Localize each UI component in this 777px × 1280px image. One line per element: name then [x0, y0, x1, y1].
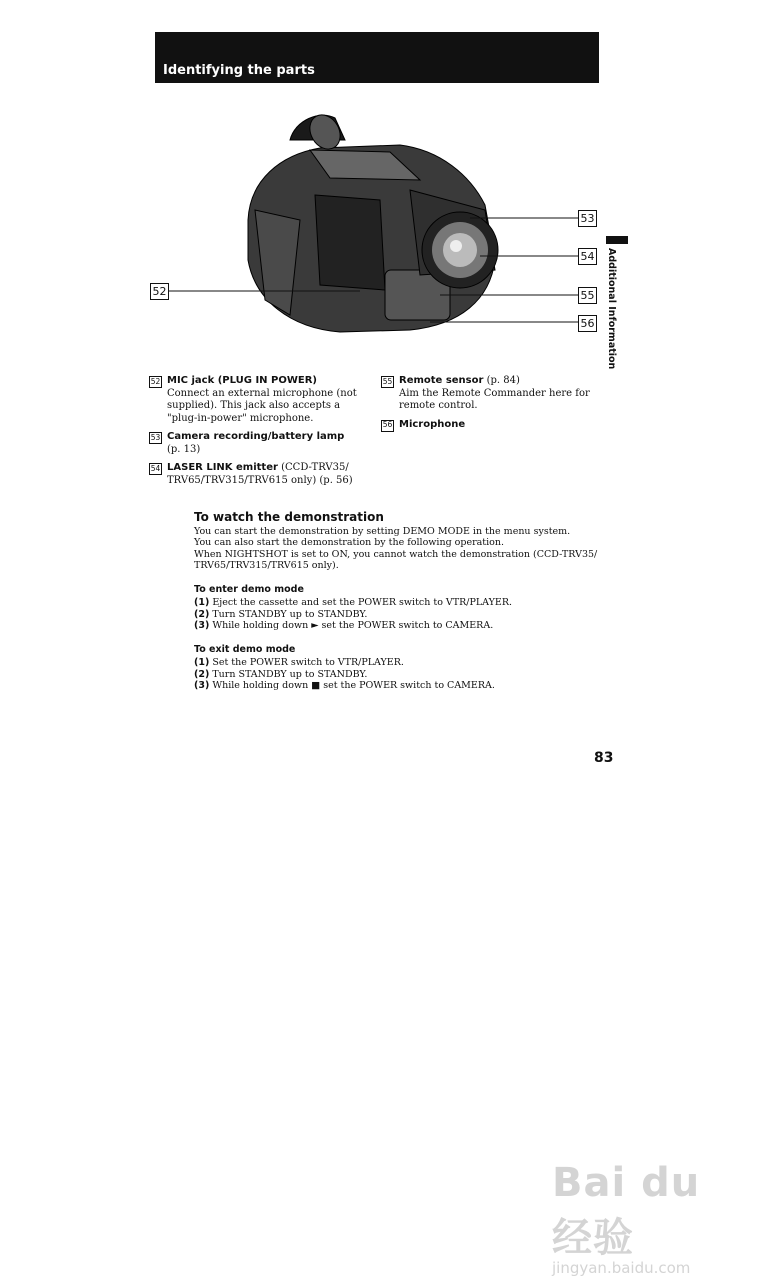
step-number: (2) — [194, 668, 210, 680]
watermark-logo: Bai du 经验 — [552, 1160, 701, 1261]
part-number: 54 — [149, 463, 162, 475]
part-description-detail: Aim the Remote Commander here for remote control. — [399, 387, 590, 411]
part-number: 55 — [381, 376, 394, 388]
baidu-watermark — [552, 1160, 732, 1277]
step-number: (3) — [194, 620, 210, 631]
step-text: Set the POWER switch to VTR/PLAYER. — [212, 657, 404, 668]
callout-55: 55 — [578, 287, 597, 304]
part-number: 52 — [149, 376, 162, 388]
part-description: (p. 84) — [486, 375, 520, 386]
exit-demo-heading: To exit demo mode — [194, 643, 296, 655]
part-entry — [381, 419, 596, 432]
enter-demo-heading: To enter demo mode — [194, 583, 304, 595]
part-term: Remote sensor — [399, 375, 484, 386]
step-number: (3) — [194, 680, 210, 691]
demo-intro-line: You can also start the demonstration by the following operation. — [194, 537, 505, 548]
part-entry — [149, 431, 359, 456]
part-term: Microphone — [399, 418, 466, 430]
demo-intro-line: When NIGHTSHOT is set to ON, you cannot watch the demonstration (CCD-TRV35/ TRV65/TRV315/TRV615 only). — [194, 548, 598, 571]
exit-step — [194, 657, 614, 669]
part-term: MIC jack (PLUG IN POWER) — [167, 375, 317, 386]
exit-step — [194, 669, 614, 681]
callout-54: 54 — [578, 248, 597, 265]
step-number: (2) — [194, 608, 210, 620]
step-text: Turn STANDBY up to STANDBY. — [212, 608, 368, 620]
part-entry — [381, 375, 596, 413]
part-term: LASER LINK emitter — [167, 462, 278, 473]
enter-step — [194, 620, 614, 632]
callout-53: 53 — [578, 210, 597, 227]
part-term: Camera recording/battery lamp — [167, 431, 345, 442]
callout-56: 56 — [578, 315, 597, 332]
watermark-url: jingyan.baidu.com — [552, 1259, 691, 1277]
page-number: 83 — [594, 750, 614, 766]
enter-step — [194, 609, 614, 621]
demo-intro-line: You can start the demonstration by setting DEMO MODE in the menu system. — [194, 525, 571, 537]
step-number: (1) — [194, 597, 210, 608]
demo-title: To watch the demonstration — [194, 510, 384, 524]
exit-step — [194, 680, 614, 692]
demonstration-section — [194, 512, 614, 692]
section-header-bar — [155, 32, 599, 83]
part-entry — [149, 462, 359, 487]
callout-52: 52 — [150, 283, 169, 300]
part-number: 53 — [149, 432, 162, 444]
step-number: (1) — [194, 657, 210, 668]
camcorder-illustration — [140, 100, 610, 350]
parts-list-left — [149, 375, 359, 493]
part-number: 56 — [381, 420, 394, 432]
step-text: Eject the cassette and set the POWER switch to VTR/PLAYER. — [212, 597, 513, 608]
step-text: Turn STANDBY up to STANDBY. — [212, 668, 368, 680]
part-description: Connect an external microphone (not supplied). This jack also accepts a "plug-in-power" microphone. — [167, 387, 357, 424]
part-entry — [149, 375, 359, 425]
step-text: While holding down ■ set the POWER switch to CAMERA. — [212, 680, 495, 691]
side-tab-label: Additional Information — [606, 248, 617, 370]
section-title: Identifying the parts — [163, 63, 315, 78]
part-description: (CCD-TRV35/ TRV65/TRV315/TRV615 only) (p. 56) — [167, 462, 353, 486]
part-description: (p. 13) — [167, 443, 201, 455]
step-text: While holding down ► set the POWER switch to CAMERA. — [212, 620, 494, 631]
enter-step — [194, 597, 614, 609]
parts-list-right — [381, 375, 596, 437]
